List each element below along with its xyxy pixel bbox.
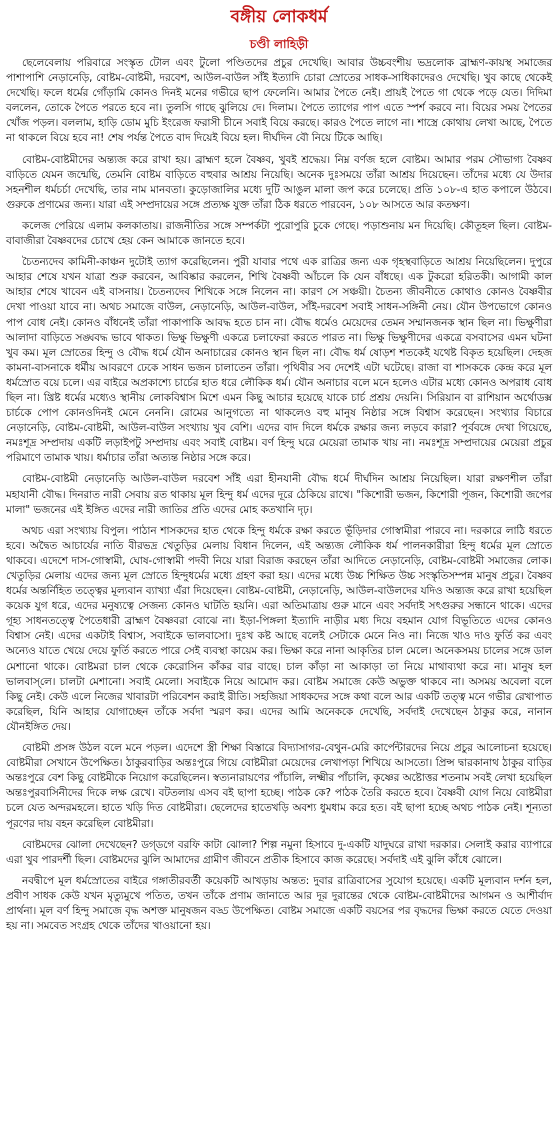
paragraph: চৈতন্যদেব কামিনী-কাঞ্চন দুটোই ত্যাগ করেছিলেন। পুরী যাবার পথে এক রাত্রির জন্য এক গৃহস্থবাড়িতে আশ্রয় নিয়েছিলেন। দুপুরে আহার শেষে যখন যাত্রা শুরু করবেন, আবিষ্কার করলেন, শিখি বৈষ্ণবী আঁচলে কি যেন বাঁধছে। এক টুকরো হরিতকী। আগামী কাল আহার শেষে খাবেন এই বাসনায়। চৈতন্যদেব শিখিকে সঙ্গে নিলেন না। কারণ সে সঞ্চয়ী। চৈতন্য জীবনীতে কোথাও কোনও বৈষ্ণবীর দেখা পাওয়া যাবে না। অথচ সমাজে বাউল, নেড়ানেড়ি, আউল-বাউল, সাঁই-দরবেশ সবাই সাধন-সঙ্গিনী নেয়। যৌন উপভোগে কোনও পাপ বোধ নেই। কোনও বাঁধনেই তাঁরা পাকাপাকি আবদ্ধ হতে চান না। বৌদ্ধ ধর্মেও মেয়েদের তেমন সম্মানজনক স্থান ছিল না। ভিক্ষুণীরা আলাদা বাড়িতে সঙ্ঘবদ্ধ ভাবে থাকত। ভিক্ষু ভিক্ষুণী একত্রে চলাফেরা করতে পারত না। ভিক্ষু ভিক্ষুণীদের একত্রে বসবাসের এমন ঘটনা খুব কম। মূল স্রোতের হিন্দু ও বৌদ্ধ ধর্মে যৌন অনাচারের কোনও স্থান ছিল না। বৌদ্ধ ধর্ম ষোড়শ শতকেই যথেষ্ট বিকৃত হয়েছিল। দেহজ কামনা-বাসনাকে ধর্মীয় আবরণে ঢেকে সাধন ভজন চালাতেন তাঁরা। পৃথিবীর সব দেশেই এটা ঘটেছে। রাজা বা শাসককে কেন্দ্র করে মূল ধর্মস্রোত বয়ে চলে। এর বাইরে অপ্রকাশ্যে চার্চের হাত ধরে লৌকিক ধর্ম। যৌন অনাচার বলে মনে হলেও এটার মধ্যে কোনও অপরাধ বোধ ছিল না। খ্রিষ্ট ধর্মের মধ্যেও স্থানীয় লোকবিশ্বাস মিশে এমন কিছু আচার হয়েছে যাকে চার্চ প্রশ্রয় দেয়নি। সিরিয়ান বা রাশিয়ান অর্থোডক্স চার্চকে পোপ কোনওদিনই মেনে নেননি। রোমের আনুগত্যে না থাকলেও বহু মানুষ নিষ্ঠার সঙ্গে বিশ্বাস করেছেন। সংখ্যার বিচারে নেড়ানেড়ি, বোষ্টম-বোষ্টমী, আউল-বাউল সংখ্যায় খুব বেশি। এদের বাদ দিলে ধর্মকে রক্ষার জন্য লড়বে কারা? পূর্ববঙ্গে দেখা গিয়েছে, নমঃশূদ্র সম্প্রদায় একটি লড়াইপটু সম্প্রদায় এবং সবাই বোষ্টম। বর্ণ হিন্দু ঘরে মেয়েরা তামাক খায় না। নমঃশূদ্র সম্প্রদায়ের মেয়েরা প্রচুর পরিমাণে তামাক খায়। ধর্মাচার তাঁরা অত্যন্ত নিষ্ঠার সঙ্গে করে। [6,256,552,465]
paragraph: কলেজ পেরিয়ে এলাম কলকাতায়। রাজনীতির সঙ্গে সম্পর্কটা পুরোপুরি চুকে গেছে। পড়াশুনায় মন দিয়েছি। কৌতূহল ছিল। বোষ্টম-বাবাজীরা বৈষ্ণবদের চোখে হেয় কেন আমাকে জানতে হবে। [6,219,552,248]
paragraph: অথচ এরা সংখ্যায় বিপুল। পাঠান শাসকদের হাত থেকে হিন্দু ধর্মকে রক্ষা করতে ভূঁড়িদার গোস্বামীরা পারবে না। দরকারে লাঠি ধরতে হবে। অদ্বৈত আচার্যের নাতি বীরভদ্র খেতুড়ির মেলায় বিধান দিলেন, এই অন্ত্যজ লৌকিক ধর্ম পালনকারীরা হিন্দু ধর্মের মূল স্রোতে থাকবে। এদেশে দাস-গোস্বামী, ঘোষ-গোস্বামী পদবী নিয়ে যারা বিরাজ করছেন তাঁরা আদিতে নেড়ানেড়ি, বোষ্টম-বোষ্টমী সমাজের লোক। খেতুড়ির মেলায় এদের জন্য মূল স্রোতে হিন্দুধর্মের মধ্যে গ্রহণ করা হয়। এদের মধ্যে উচ্চ শিক্ষিত উচ্চ সংস্কৃতিসম্পন্ন মানুষ প্রচুর। বৈষ্ণব ধর্মের অন্তর্নিহিত তত্ত্বের মূল্যবান ব্যাখ্যা এঁরা দিয়েছেন। বোষ্টম-বোষ্টমী, নেড়ানেড়ি, আউল-বাউলদের যদিও অন্ত্যজ করে রাখা হয়েছিল কয়েক যুগ ধরে, এদের মনুষ্যত্বে সেজন্য কোনও ঘাটতি হয়নি। এরা অতিমাত্রায় গুরু মানে এবং সর্বদাই সৎগুরুর সন্ধানে থাকে। এদের গূহ্য সাধনতত্ত্বে পৈতেধারী ব্রাহ্মণ বৈষ্ণবরা বোঝে না। ইড়া-পিঙ্গলা ইত্যাদি নাড়ীর মধ্য দিয়ে বহমান যোগ বিভূতিতে এদের কোনও বিশ্বাস নেই। এদের একটাই বিশ্বাস, সবাইকে ভালবাসো। দুঃখ কষ্ট আছে বলেই সেটাকে মেনে নিও না। নিজে খাও দাও ফুর্তি কর এবং অন্যেও যাতে খেয়ে দেয়ে ফুর্তি করতে পারে সেই ব্যবস্থা কায়েম কর। ভিক্ষা করে নানা আকৃতির চাল মেলে। অনেকসময় চালের সঙ্গে ডাল মেশানো থাকে। বোষ্টমরা চাল থেকে কেরোসিন কাঁকর বার বাছে। চাল কাঁড়া না আকাড়া তা নিয়ে মাথাব্যথা করে না। মানুষ হল ভালবাস্‌লে। চালটা মেশানো। সবাই মেলো। সবাইকে নিয়ে আমোদ কর। বোষ্টম সমাজে কেউ অভুক্ত থাকবে না। অসময় অবেলা বলে কিছু নেই। কেউ এলে নিজের খাবারটা পরিবেশন করাই রীতি। সহজিয়া সাধকদের সঙ্গে কথা বলে আর একটি তত্ত্ব মনে গভীর রেখাপাত করেছিল, যিনি আহার যোগাচ্ছেন তাঁকে সর্বদা স্মরণ কর। এদের আমি অনেককে দেখেছি, সর্বদাই দেখেছেন ঠাকুর করে, নানান যৌনইঙ্গিত দেয়। [6,524,552,733]
paragraph: বোষ্টমী প্রসঙ্গ উঠল বলে মনে পড়ল। এদেশে স্ত্রী শিক্ষা বিস্তারে বিদ্যাসাগর-বেথুন-মেরি কার্পেন্টারদের নিয়ে প্রচুর আলোচনা হয়েছে। বোষ্টমীরা সেখানে উপেক্ষিত। ঠাকুরবাড়ির অন্তঃপুরে গিয়ে বোষ্টমীরা মেয়েদের লেখাপড়া শিখিয়ে আসতো। প্রিন্স দ্বারকানাথ ঠাকুর বাড়ির অন্তঃপুরে বেশ কিছু বোষ্টমীকে নিয়োগ করেছিলেন। স্বত্যনারায়ণের পাঁচালি, লক্ষ্মীর পাঁচালি, কৃষ্ণের অষ্টোত্তর শতনাম সবই লেখা হয়েছিল অন্তঃপুরবাসিনীদের দিকে লক্ষ রেখে। বটতলায় এসব বই ছাপা হচ্ছে। পাঠক কে? পাঠক তৈরি করতে হবে। বৈষ্ণবী যোগ নিয়ে বোষ্টমীরা চলে যেত অন্দরমহলে। হাতে খড়ি দিত বোষ্টমীরা। ছেলেদের হাতেখড়ি অবশ্য ধুমধাম করে হত। বই ছাপা হচ্ছে অথচ পাঠক নেই। শূন্যতা পূরণের দায় বহন করেছিল বোষ্টমীরা। [6,742,552,830]
paragraph: ছেলেবেলায় পরিবারে সংস্কৃত টোল এবং টুলো পণ্ডিতদের প্রচুর দেখেছি। আবার উচ্চবংশীয় ভদ্রলোক ব্রাহ্মণ-কায়স্থ সমাজের পাশাপাশি নেড়ানেড়ি, বোষ্টম-বোষ্টমী, দরবেশ, আউল-বাউল সাঁই ইত্যাদি চোরা স্রোতের সাধক-সাধিকাদেরও দেখেছি। খুব কাছে থেকেই দেখেছি। ফলে ধর্মের গোঁড়ামি কোনও দিনই মনের গভীরে ছাপ ফেলেনি। আমার পৈতে নেই। প্রায়ই পৈতে গা থেকে পড়ে যেত। দিদিমা বললেন, তোকে পৈতে পরতে হবে না। তুলসি গাছে ঝুলিয়ে দে। দিলাম। পৈতে ত্যাগের পাপ এতে স্পর্শ করবে না। বিয়ের সময় পৈতের খোঁজ পড়ল। বললাম, হাড়ি ডোম মুচি ইংরেজ ফরাসী চীনে সবাই বিয়ে করছে। কারও পৈতে লাগে না। শাস্ত্রে কোথায় লেখা আছে, পৈতে না থাকলে বিয়ে হবে না! শেষ পর্যন্ত পৈতে বাদ দিয়েই বিয়ে হল। দীর্ঘদিন বৌ নিয়ে টিকে আছি। [6,57,552,145]
paragraph: বোষ্টম-বোষ্টমী নেড়ানেড়ি আউল-বাউল দরবেশ সাঁই এরা হীনযানী বৌদ্ধ ধর্মে দীর্ঘদিন আশ্রয় নিয়েছিল। যারা রক্ষণশীল তাঁরা মহাযানী বৌদ্ধ। দিনরাত নারী সেবায় রত থাকায় মূল হিন্দু ধর্ম এদের দূরে ঠেকিয়ে রাখে। "কিশোরী ভজন, কিশোরী পূজন, কিশোরী জপের মালা" ভজনের এই ইঙ্গিত এদের নারী জাতির প্রতি এদের মোহ কতখানি দৃঢ়। [6,473,552,516]
article-body [6,56,552,934]
article-author: চণ্ডী লাহিড়ী [249,37,309,51]
article-title: বঙ্গীয় লোকধর্ম [230,7,328,27]
paragraph: বোষ্টম-বোষ্টমীদের অন্ত্যজ করে রাখা হয়। ব্রাহ্মণ হলে বৈষ্ণব, খুবই শ্রদ্ধেয়। নিম্ন বর্ণজ হলে বোষ্টম। আমার পরম সৌভাগ্য বৈষ্ণব বাড়িতে যেমন জন্মেছি, তেমনি বোষ্টম বাড়িতে বহুবার আশ্রয় নিয়েছি। অনেক দুঃসময়ে তাঁরা আশ্রয় দিয়েছেন। তাঁদের মধ্যে যে উদার সহনশীল ধর্মচর্চা দেখেছি, তার নাম মানবতা। কুড়োজালির মধ্যে দুটি আঙুল মালা জপ করে চলেছে। প্রতি ১০৮-এ হাত কপালে উঠবে। গুরুকে প্রণামের জন্য। যারা এই সম্প্রদায়ের সঙ্গে প্রত্যক্ষ যুক্ত তাঁরা ঠিক ধরতে পারবেন, ১০৮ আসতে আর কতক্ষণ। [6,153,552,211]
paragraph: বোষ্টমদের ঝোলা দেখেছেন? ডগ্‌ডগে বরফি কাটা ঝোলা? শিল্প নমুনা হিসাবে দু-একটি যাদুঘরে রাখা দরকার। সেলাই করার ব্যাপারে এরা খুব পারদর্শী ছিল। বোষ্টমদের ঝুলি আমাদের গ্রামীণ জীবনে প্রতীক হিসাবে কাজ করেছে। সর্বদাই এই ঝুলি কাঁধে ঝোলে। [6,838,552,866]
paragraph: নবদ্বীপে মূল ধর্মস্রোতের বাইরে গঙ্গাতীরবর্তী কয়েকটি আখড়ায় অন্তত: দুবার রাত্রিবাসের সুযোগ হয়েছে। একটি মূল্যবান দর্শন হল, প্রবীণ সাধক কেউ যখন মৃত্যুমুখে পতিত, তখন তাঁকে প্রণাম জানাতে আর দূর দুরান্তের থেকে বোষ্টম-বোষ্টমীদের আগমন ও আশীর্বাদ প্রার্থনা। মূল বর্ণ হিন্দু সমাজে বৃদ্ধ অশক্ত মানুষজন বড্ড উপেক্ষিত। বোষ্টম সমাজে একটি বয়সের পর বৃদ্ধদের ভিক্ষা করতে যেতে দেওয়া হয় না। সমবেত সংগ্রহ থেকে তাঁদের খাওয়ানো হয়। [6,874,552,933]
